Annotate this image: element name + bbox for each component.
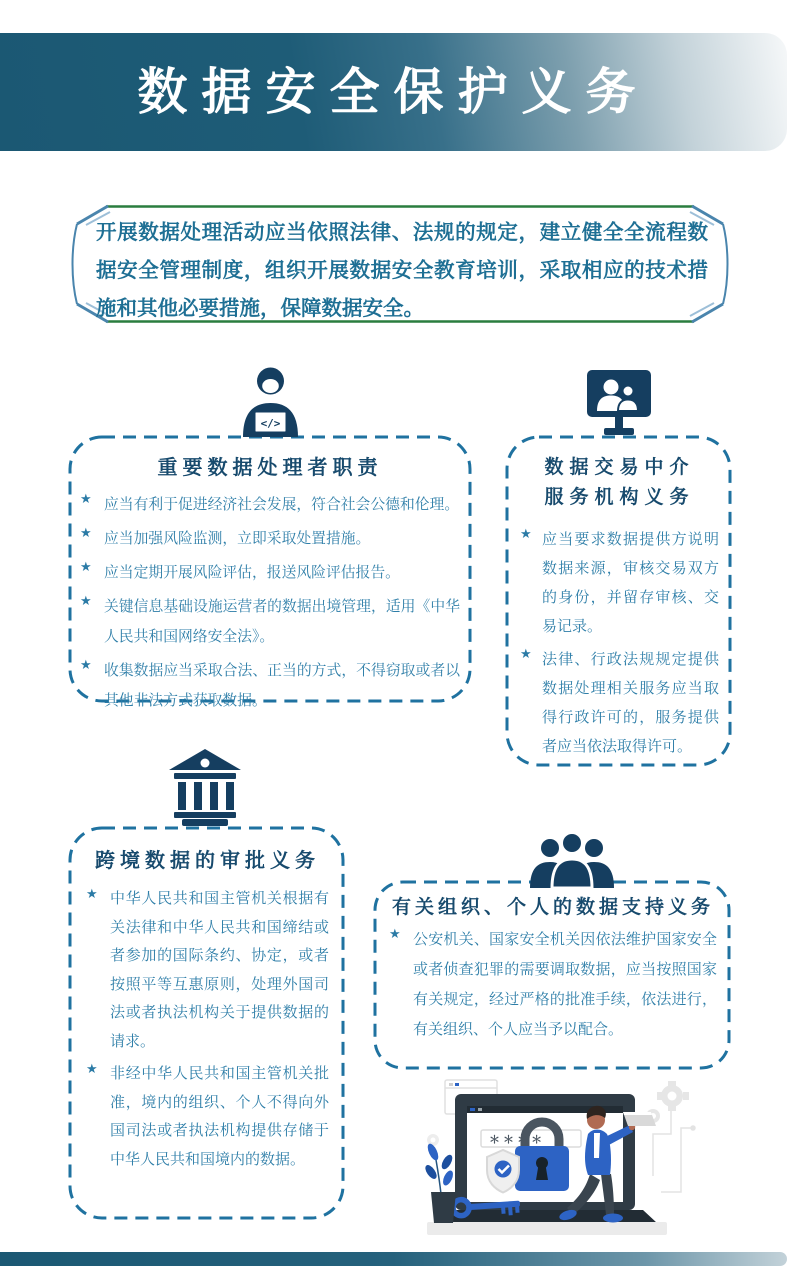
bank-icon xyxy=(167,748,243,831)
star-bullet-icon: ★ xyxy=(80,657,92,672)
star-bullet-icon: ★ xyxy=(389,926,401,941)
list-item: ★ 应当要求数据提供方说明数据来源，审核交易双方的身份，并留存审核、交易记录。 xyxy=(520,526,719,635)
star-bullet-icon: ★ xyxy=(80,559,92,574)
card-cross-border-data-approval-duties xyxy=(68,826,345,1220)
developer-icon xyxy=(233,361,308,442)
security-illustration xyxy=(425,1076,705,1243)
card-title: 跨境数据的审批义务 xyxy=(95,850,320,872)
crowd-icon xyxy=(528,830,616,893)
card-title: 有关组织、个人的数据支持义务 xyxy=(391,897,714,918)
page-title: 数据安全保护义务 xyxy=(137,62,650,121)
intro-box xyxy=(70,203,730,325)
intro-text: 开展数据处理活动应当依照法律、法规的规定，建立健全全流程数据安全管理制度，组织开展数据安全教育培训，采取相应的技术措施和其他必要措施，保障数据安全。 xyxy=(96,220,708,320)
monitor-people-icon xyxy=(584,368,654,443)
svg-text:</>: </> xyxy=(260,417,281,430)
header-banner xyxy=(0,33,787,151)
bullet-list xyxy=(86,885,329,1174)
star-bullet-icon: ★ xyxy=(80,525,92,540)
footer-banner xyxy=(0,1252,787,1266)
star-bullet-icon: ★ xyxy=(80,491,92,506)
star-bullet-icon: ★ xyxy=(80,593,92,608)
list-item: ★ 应当定期开展风险评估，报送风险评估报告。 xyxy=(80,559,400,581)
card-org-individual-data-support-duties xyxy=(373,880,731,1070)
list-item: ★ 非经中华人民共和国主管机关批准，境内的组织、个人不得向外国司法或者执法机构提供存储于中华人民共和国境内的数据。 xyxy=(86,1061,329,1168)
star-bullet-icon: ★ xyxy=(520,526,532,541)
card-title: 重要数据处理者职责 xyxy=(157,457,383,479)
star-bullet-icon: ★ xyxy=(86,886,98,901)
plant xyxy=(425,1142,456,1223)
star-bullet-icon: ★ xyxy=(520,646,532,661)
card-important-data-processor-duties xyxy=(68,435,472,709)
card-data-trading-intermediary-duties xyxy=(505,435,732,767)
bullet-list xyxy=(389,925,717,1045)
password-mask: ＊ ＊ ＊ ＊ xyxy=(489,1134,543,1146)
list-item: ★ 应当加强风险监测，立即采取处置措施。 xyxy=(80,525,371,547)
list-item: ★ 关键信息基础设施运营者的数据出境管理，适用《中华人民共和国网络安全法》。 xyxy=(80,593,460,645)
list-item: ★ 应当有利于促进经济社会发展，符合社会公德和伦理。 xyxy=(80,491,460,513)
list-item: ★ 中华人民共和国主管机关根据有关法律和中华人民共和国缔结或者参加的国际条约、协定，或者按照平等互惠原则，处理外国司法或者执法机构关于提供数据的请求。 xyxy=(86,886,329,1050)
card-title: 数据交易中介 服务机构义务 xyxy=(544,457,695,508)
list-item: ★ 公安机关、国家安全机关因依法维护国家安全或者侦查犯罪的需要调取数据，应当按照国家有关规定，经过严格的批准手续，依法进行，有关组织、个人应当予以配合。 xyxy=(389,926,717,1038)
bullet-list xyxy=(520,525,719,761)
star-bullet-icon: ★ xyxy=(86,1061,98,1076)
list-item: ★ 法律、行政法规规定提供数据处理相关服务应当取得行政许可的，服务提供者应当依法取得许可。 xyxy=(520,646,719,755)
bullet-list xyxy=(80,490,460,716)
list-item: ★ 收集数据应当采取合法、正当的方式，不得窃取或者以其他非法方式获取数据。 xyxy=(80,657,460,709)
